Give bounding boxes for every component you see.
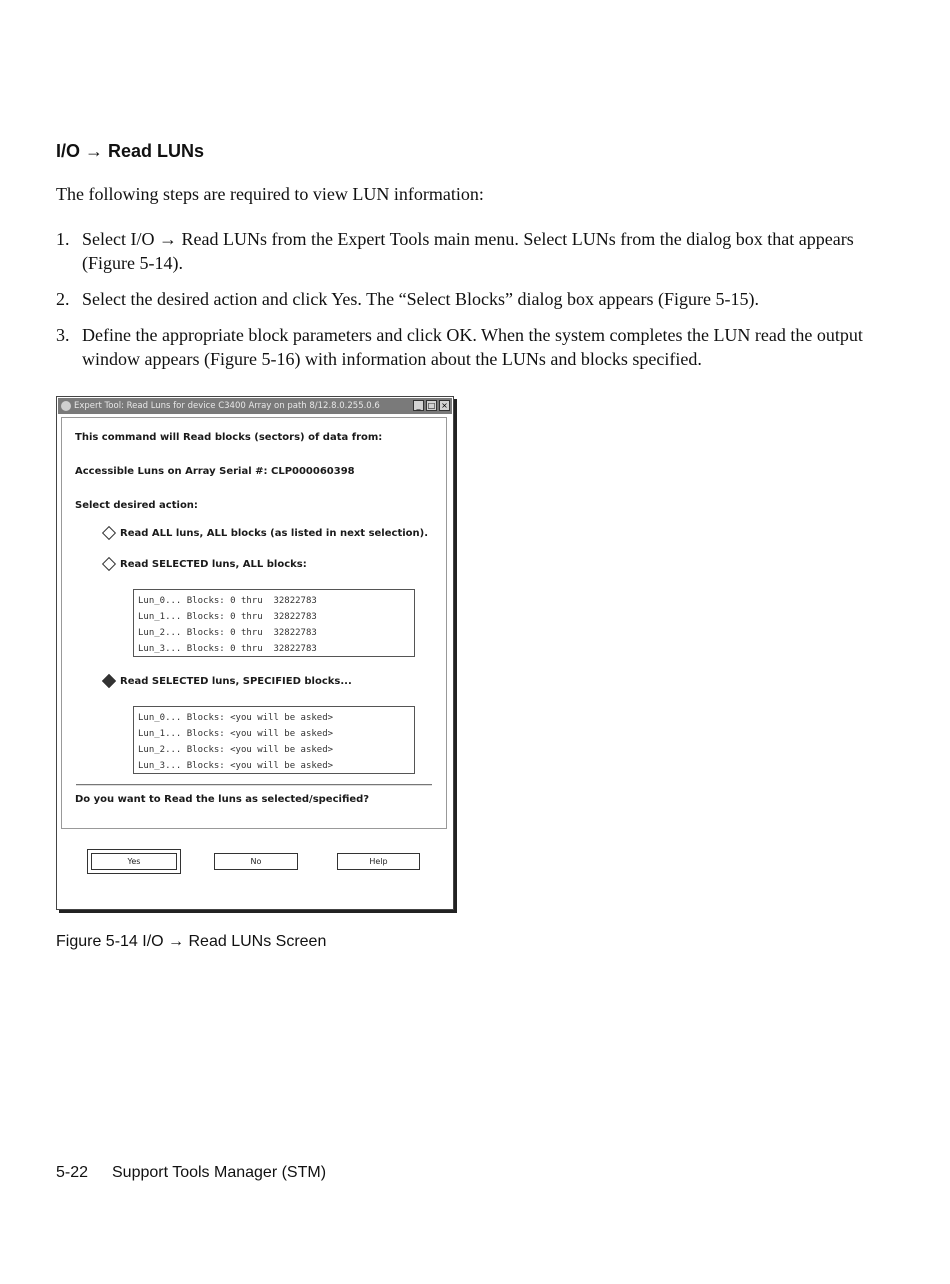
list-item[interactable]: Lun_2... Blocks: <you will be asked>	[138, 745, 334, 755]
dialog-body	[61, 417, 447, 829]
step-text: Define the appropriate block parameters and click OK. When the system completes the LUN read the output window appears (Figure 5-16) with information about the LUNs and blocks specified.	[82, 325, 863, 369]
option-label: Read SELECTED luns, SPECIFIED blocks...	[120, 676, 352, 687]
option-label: Read SELECTED luns, ALL blocks:	[120, 559, 307, 570]
step-item	[56, 287, 876, 311]
select-action-label: Select desired action:	[75, 500, 198, 511]
confirm-question: Do you want to Read the luns as selected/specified?	[75, 794, 370, 805]
maximize-icon[interactable]: □	[427, 401, 436, 410]
array-serial: Accessible Luns on Array Serial #: CLP000060398	[75, 466, 355, 477]
list-item[interactable]: Lun_3... Blocks: 0 thru 32822783	[138, 644, 317, 654]
option-read-all[interactable]	[104, 528, 428, 539]
close-icon[interactable]: ×	[439, 400, 450, 411]
minimize-icon[interactable]: _	[413, 400, 424, 411]
intro-paragraph: The following steps are required to view LUN information:	[56, 184, 484, 204]
option-read-selected-all-blocks[interactable]	[104, 559, 307, 570]
page-number: 5-22	[56, 1164, 89, 1181]
list-item[interactable]: Lun_2... Blocks: 0 thru 32822783	[138, 628, 317, 638]
list-item[interactable]: Lun_0... Blocks: <you will be asked>	[138, 713, 334, 723]
dialog-titlebar[interactable]	[58, 398, 452, 414]
dialog-title: Expert Tool: Read Luns for device C3400 Array on path 8/12.8.0.255.0.6	[74, 401, 380, 411]
option-read-selected-specified[interactable]	[104, 676, 352, 687]
figure-caption: Figure 5-14 I/O → Read LUNs Screen	[56, 933, 327, 950]
lun-list-specified-blocks[interactable]	[133, 706, 415, 774]
app-icon	[61, 401, 71, 411]
list-item[interactable]: Lun_3... Blocks: <you will be asked>	[138, 761, 334, 771]
list-item[interactable]: Lun_1... Blocks: 0 thru 32822783	[138, 612, 317, 622]
radio-selected-icon[interactable]	[102, 674, 116, 688]
step-text: Select the desired action and click Yes. The “Select Blocks” dialog box appears (Figure 5-15).	[82, 289, 759, 309]
footer-title: Support Tools Manager (STM)	[112, 1164, 327, 1181]
read-luns-dialog	[56, 396, 454, 910]
option-label: Read ALL luns, ALL blocks (as listed in next selection).	[120, 528, 429, 539]
list-item[interactable]: Lun_0... Blocks: 0 thru 32822783	[138, 596, 317, 606]
step-number: 2.	[56, 289, 70, 309]
step-number: 3.	[56, 325, 70, 345]
steps-list	[56, 227, 876, 383]
yes-button[interactable]: Yes	[91, 853, 177, 870]
step-number: 1.	[56, 229, 70, 249]
window-controls	[413, 400, 450, 411]
divider	[76, 784, 432, 786]
page-footer	[56, 1164, 326, 1182]
step-item	[56, 323, 876, 371]
step-item	[56, 227, 876, 275]
radio-unselected-icon[interactable]	[102, 526, 116, 540]
no-button[interactable]: No	[214, 853, 298, 870]
dialog-intro: This command will Read blocks (sectors) of data from:	[75, 432, 383, 443]
lun-list-all-blocks[interactable]	[133, 589, 415, 657]
step-text: Select I/O → Read LUNs from the Expert Tools main menu. Select LUNs from the dialog box that appears (Figure 5-14).	[82, 229, 854, 273]
radio-unselected-icon[interactable]	[102, 557, 116, 571]
help-button[interactable]: Help	[337, 853, 420, 870]
list-item[interactable]: Lun_1... Blocks: <you will be asked>	[138, 729, 334, 739]
section-heading: I/O → Read LUNs	[56, 141, 205, 161]
